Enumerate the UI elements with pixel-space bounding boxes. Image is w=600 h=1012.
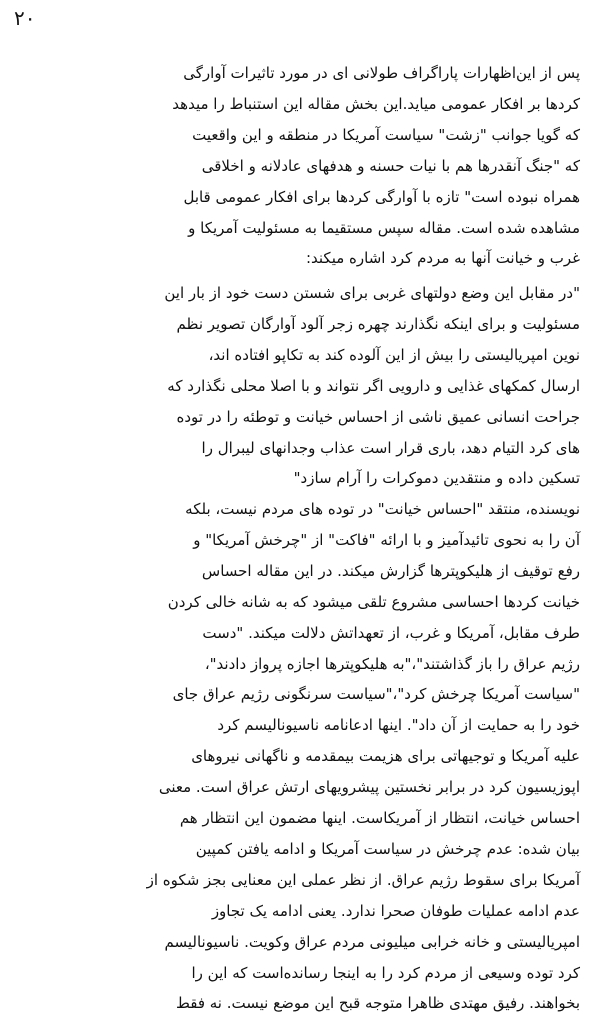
text-line: طرف مقابل، آمریکا و غرب، از تعهداتش دلالت میکند. "دست <box>202 623 580 642</box>
page-number: ۲۰ <box>14 6 36 30</box>
text-line: خیانت کردها احساسی مشروع تلقی میشود که به شانه خالی کردن <box>167 592 580 611</box>
text-line: کرد توده وسیعی از مردم کرد را به اینجا رسانده‌است که این را <box>191 963 580 982</box>
text-line: بخواهند. رفیق مهتدی ظاهرا متوجه قبح این موضع نیست. نه فقط <box>176 994 580 1012</box>
text-line: نوین امپریالیستی را بیش از این آلوده کند به تکاپو افتاده اند، <box>208 345 580 364</box>
text-line: کردها بر افکار عمومی میاید.این بخش مقاله این استنباط را میدهد <box>172 94 580 113</box>
text-line: رفع توقیف از هلیکوپترها گزارش میکند. در این مقاله احساس <box>201 561 580 580</box>
text-line: رژیم عراق را باز گذاشتند"،"به هلیکوپترها اجازه پرواز دادند"، <box>204 654 580 673</box>
text-line: احساس خیانت، انتظار از آمریکاست. اینها مضمون این انتظار هم <box>179 809 580 827</box>
text-line: آن را به نحوی تائیدآمیز و با ارائه "فاکت" از "چرخش آمریکا" و <box>193 530 580 549</box>
text-line: تسکین داده و منتقدین دموکرات را آرام سازد" <box>293 469 580 488</box>
text-line: جراحت انسانی عمیق ناشی از احساس خیانت و توطئه را در توده <box>176 407 580 426</box>
text-line: امپریالیستی و خانه خرابی میلیونی مردم عراق وکویت. ناسیونالیسم <box>164 932 580 951</box>
text-line: همراه نبوده است" تازه با آوارگی کردها برای افکار عمومی قابل <box>183 187 580 206</box>
text-line: که گویا جوانب "زشت" سیاست آمریکا در منطقه و این واقعیت <box>192 125 580 144</box>
text-line: "در مقابل این وضع دولتهای غربی برای شستن دست خود از بار این <box>164 284 580 302</box>
text-line: که "جنگ آنقدرها هم با نیات حسنه و هدفهای عادلانه و اخلاقی <box>201 156 580 175</box>
text-line: مشاهده شده است. مقاله سپس مستقیما به مسئولیت آمریکا و <box>188 218 580 237</box>
text-line: بیان شده: عدم چرخش در سیاست آمریکا و ادامه یافتن کمپین <box>195 839 580 858</box>
text-line: عدم ادامه عملیات طوفان صحرا ندارد. یعنی ادامه یک تجاوز <box>211 901 580 920</box>
text-line: نویسنده، منتقد "احساس خیانت" در توده های مردم نیست، بلکه <box>185 500 580 518</box>
text-line: علیه آمریکا و توجیهاتی برای هزیمت بیمقدمه و ناگهانی نیروهای <box>191 747 580 766</box>
text-line: پس از این‌اظهارات پاراگراف طولانی ای در مورد تاثیرات آوارگی <box>183 64 580 82</box>
text-line: های کرد التیام دهد، باری قرار است عذاب وجدانهای لیبرال را <box>201 438 580 457</box>
text-line: مسئولیت و برای اینکه نگذارند چهره زجر آلود آوارگان تصویر نظم <box>176 314 580 333</box>
text-line: "سیاست آمریکا چرخش کرد"،"سیاست سرنگونی رژیم عراق جای <box>172 685 580 704</box>
text-line: ارسال کمکهای غذایی و دارویی اگر نتواند و با اصلا محلی نگذارد که <box>167 376 580 395</box>
text-line: غرب و خیانت آنها به مردم کرد اشاره میکند: <box>305 249 580 268</box>
text-line: اپوزیسیون کرد در برابر نخستین پیشرویهای ارتش عراق است. معنی <box>158 778 580 797</box>
text-line: آمریکا برای سقوط رژیم عراق. از نظر عملی این معنایی بجز شکوه از <box>146 870 580 889</box>
text-line: خود را به حمایت از آن داد". اینها ادعانامه ناسیونالیسم کرد <box>217 716 580 735</box>
